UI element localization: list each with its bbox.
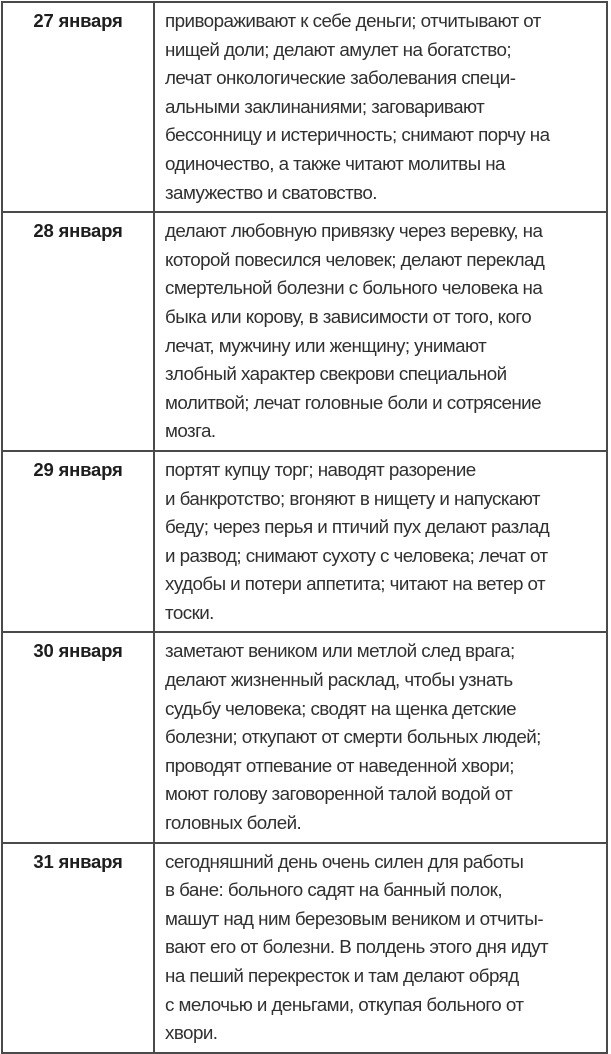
text-line: одиночество, а также читают молитвы на xyxy=(165,152,505,174)
text-line: и развод; снимают сухоту с человека; лечат от xyxy=(165,544,548,566)
text-line: лечат онкологические заболевания специ- xyxy=(165,67,516,89)
text-line: машут над ним березовым веником и отчиты- xyxy=(165,907,544,929)
text-line: делают любовную привязку через веревку, на xyxy=(165,220,543,242)
table-row xyxy=(2,2,607,212)
text-line: замужество и сватовство. xyxy=(165,181,377,203)
date-cell: 29 января xyxy=(2,451,154,633)
text-line: альными заклинаниями; заговаривают xyxy=(165,95,485,117)
text-line: мозга. xyxy=(165,420,216,442)
description-cell xyxy=(154,2,607,212)
text-line: нищей доли; делают амулет на богатство; xyxy=(165,38,512,60)
description-cell xyxy=(154,632,607,842)
text-line: моют голову заговоренной талой водой от xyxy=(165,783,513,805)
table-row xyxy=(2,843,607,1053)
calendar-table xyxy=(1,1,608,1054)
text-line: головных болей. xyxy=(165,812,302,834)
text-line: с мелочью и деньгами, откупая больного от xyxy=(165,993,524,1015)
table-row xyxy=(2,212,607,451)
text-line: заметают веником или метлой след врага; xyxy=(165,640,515,662)
text-line: смертельной болезни с больного человека на xyxy=(165,277,543,299)
table-row xyxy=(2,451,607,633)
text-line: на пеший перекресток и там делают обряд xyxy=(165,965,519,986)
description-cell xyxy=(154,451,607,633)
text-line: тоски. xyxy=(165,601,214,623)
text-line: судьбу человека; сводят на щенка детские xyxy=(165,697,517,719)
text-line: в бане: больного садят на банный полок, xyxy=(165,879,503,901)
date-cell: 28 января xyxy=(2,212,154,451)
text-line: молитвой; лечат головные боли и сотрясение xyxy=(165,391,542,413)
text-line: портят купцу торг; наводят разорение xyxy=(165,458,476,480)
text-line: худобы и потери аппетита; читают на ветер от xyxy=(165,573,546,595)
description-cell xyxy=(154,212,607,451)
text-line: привораживают к себе деньги; отчитывают от xyxy=(165,10,541,31)
date-cell: 31 января xyxy=(2,843,154,1053)
text-line: которой повесился человек; делают переклад xyxy=(165,248,545,270)
text-line: быка или корову, в зависимости от того, кого xyxy=(165,305,532,327)
date-cell: 30 января xyxy=(2,632,154,842)
text-line: хвори. xyxy=(165,1022,218,1044)
text-line: сегодняшний день очень силен для работы xyxy=(165,850,524,872)
text-line: делают жизненный расклад, чтобы узнать xyxy=(165,669,513,691)
date-cell: 27 января xyxy=(2,2,154,212)
text-line: злобный характер свекрови специальной xyxy=(165,363,507,385)
text-line: вают его от болезни. В полдень этого дня идут xyxy=(165,936,548,958)
description-cell xyxy=(154,843,607,1053)
text-line: бессонницу и истеричность; снимают порчу на xyxy=(165,124,550,146)
text-line: и банкротство; вгоняют в нищету и напускают xyxy=(165,487,540,509)
table-row xyxy=(2,632,607,842)
text-line: лечат, мужчину или женщину; унимают xyxy=(165,334,487,356)
text-line: болезни; откупают от смерти больных людей; xyxy=(165,726,541,748)
text-line: беду; через перья и птичий пух делают разлад xyxy=(165,516,550,538)
text-line: проводят отпевание от наведенной хвори; xyxy=(165,754,514,776)
